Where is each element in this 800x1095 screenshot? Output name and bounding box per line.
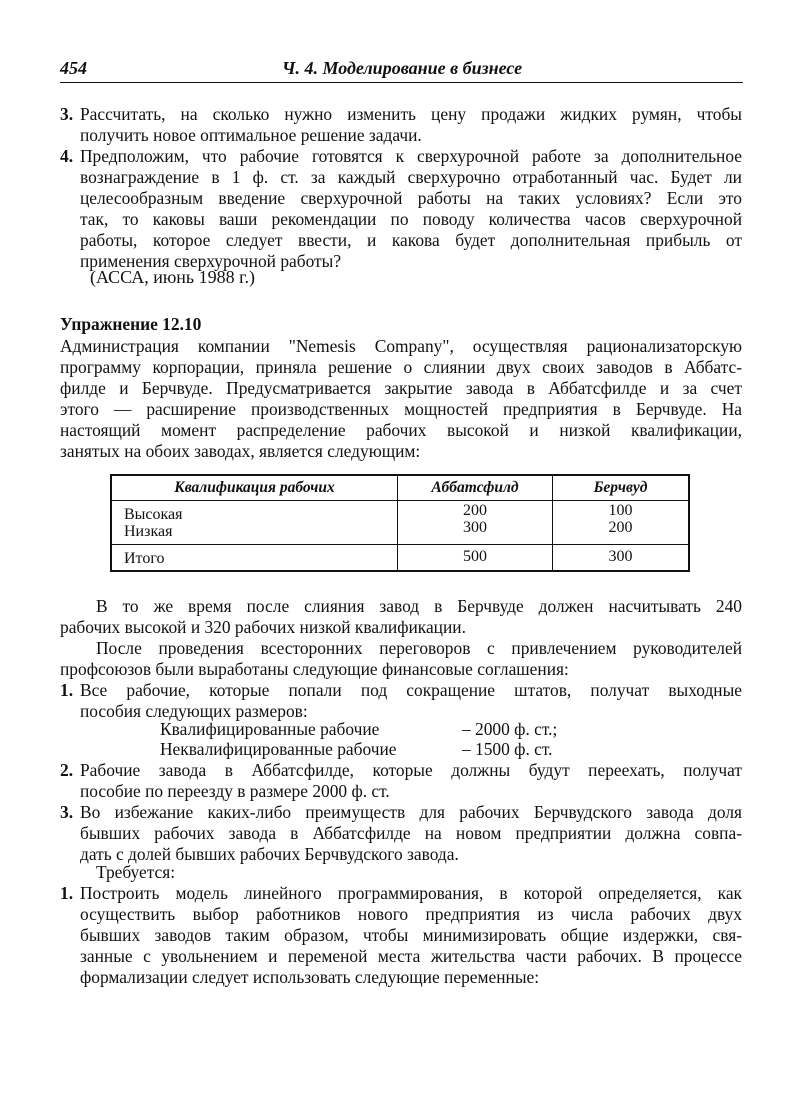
benefit-amount: – 2000 ф. ст.;	[462, 719, 558, 739]
list-number: 1.	[60, 680, 74, 700]
paragraph-line: филде и Берчвуде. Предусматривается закрытие завода в Аббатсфилде и за счет	[60, 378, 742, 398]
paragraph-line: В то же время после слияния завод в Берчвуде должен насчитывать 240	[96, 596, 742, 616]
source-citation: (АССА, июнь 1988 г.)	[90, 267, 255, 287]
list-item-line: Все рабочие, которые попали под сокращение штатов, получат выходные	[80, 680, 742, 700]
table-total-label: Итого	[124, 550, 165, 567]
list-item-line: дать с долей бывших рабочих Берчвудского завода.	[80, 844, 459, 864]
list-item-line: вознаграждение в 1 ф. ст. за каждый сверхурочно отработанный час. Будет ли	[80, 167, 742, 187]
list-item-line: работы, которое следует ввести, и какова будет дополнительная прибыль от	[80, 230, 742, 250]
list-number: 3.	[60, 104, 74, 124]
table-header-abbatsfield: Аббатсфилд	[431, 479, 519, 496]
paragraph-line: После проведения всесторонних переговоров с привлечением руководителей	[96, 638, 742, 658]
list-item-line: Построить модель линейного программирования, в которой определяется, как	[80, 883, 742, 903]
list-number: 4.	[60, 146, 74, 166]
list-item-line: применения сверхурочной работы?	[80, 251, 342, 271]
paragraph-line: программу корпорации, приняла решение о слиянии двух своих заводов в Аббатс-	[60, 357, 742, 377]
paragraph-line: настоящий момент распределение рабочих высокой и низкой квалификации,	[60, 420, 742, 440]
list-item-line: Рассчитать, на сколько нужно изменить цену продажи жидких румян, чтобы	[80, 104, 742, 124]
table-cell: 100	[608, 502, 633, 519]
list-item-line: занные с увольнением и переменой места жительства части рабочих. В процессе	[80, 946, 742, 966]
table-divider	[112, 544, 688, 545]
list-item-line: получить новое оптимальное решение задачи.	[80, 125, 422, 145]
list-item-line: так, то каковы ваши рекомендации по поводу количества часов сверхурочной	[80, 209, 742, 229]
table-cell: 200	[463, 502, 487, 519]
exercise-title: Упражнение 12.10	[60, 314, 202, 334]
list-item-line: Во избежание каких-либо преимуществ для рабочих Берчвудского завода доля	[80, 802, 742, 822]
table-cell: 200	[608, 519, 633, 536]
table-cell: 300	[463, 519, 487, 536]
workers-table	[110, 474, 690, 572]
list-number: 1.	[60, 883, 74, 903]
list-item-line: Рабочие завода в Аббатсфилде, которые должны будут переехать, получат	[80, 760, 742, 780]
paragraph-line: занятых на обоих заводах, является следующим:	[60, 441, 421, 461]
list-item-line: Предположим, что рабочие готовятся к сверхурочной работе за дополнительное	[80, 146, 742, 166]
list-item-line: пособия следующих размеров:	[80, 701, 308, 721]
table-row-label: Высокая	[124, 506, 183, 523]
benefit-label: Квалифицированные рабочие	[160, 719, 380, 739]
list-item-line: формализации следует использовать следующие переменные:	[80, 967, 540, 987]
list-item-line: осуществить выбор работников нового предприятия из числа рабочих двух	[80, 904, 742, 924]
list-item-line: пособие по переезду в размере 2000 ф. ст.	[80, 781, 390, 801]
table-row-label: Низкая	[124, 523, 173, 540]
list-item-line: бывших рабочих завода в Аббатсфилде на новом предприятии должна совпа-	[80, 823, 742, 843]
paragraph-line: рабочих высокой и 320 рабочих низкой квалификации.	[60, 617, 466, 637]
page-header	[60, 58, 743, 83]
table-total-cell: 300	[608, 548, 633, 565]
required-heading: Требуется:	[96, 862, 176, 882]
list-number: 2.	[60, 760, 74, 780]
benefit-label: Неквалифицированные рабочие	[160, 739, 397, 759]
paragraph-line: этого — расширение производственных мощностей предприятия в Берчвуде. На	[60, 399, 742, 419]
page-number: 454	[60, 58, 87, 78]
table-header-qualification: Квалификация рабочих	[174, 479, 335, 496]
list-item-line: целесообразным введение сверхурочной работы на таких условиях? Если это	[80, 188, 742, 208]
benefit-amount: – 1500 ф. ст.	[462, 739, 553, 759]
table-header-birchwood: Берчвуд	[593, 479, 648, 496]
list-item-line: бывших заводов таким образом, чтобы минимизировать общие издержки, свя-	[80, 925, 742, 945]
table-total-cell: 500	[463, 548, 487, 565]
list-number: 3.	[60, 802, 74, 822]
paragraph-line: профсоюзов были выработаны следующие финансовые соглашения:	[60, 659, 569, 679]
running-title: Ч. 4. Моделирование в бизнесе	[282, 58, 523, 78]
paragraph-line: Администрация компании "Nemesis Company", осуществляя рационализаторскую	[60, 336, 742, 356]
